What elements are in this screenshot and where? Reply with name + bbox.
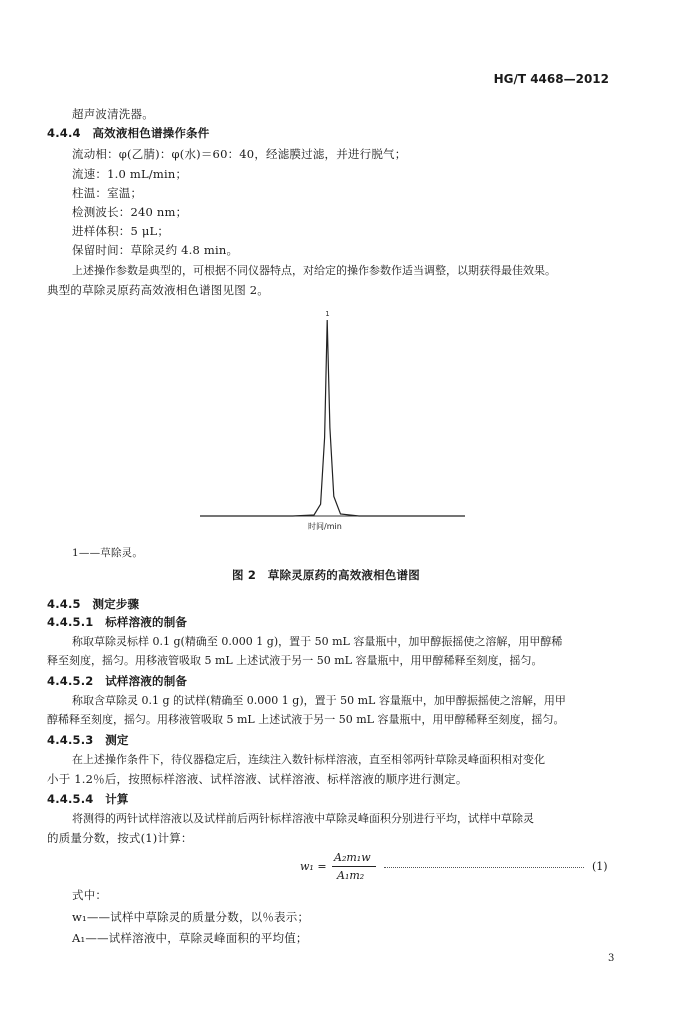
text-line: 柱温：室温；: [72, 186, 143, 200]
x-axis-label: 时间/min: [308, 522, 342, 530]
figure-legend: 1——草除灵。: [72, 547, 144, 559]
text-line: 保留时间：草除灵约 4.8 min。: [72, 243, 239, 257]
text-line: 释至刻度，摇匀。用移液管吸取 5 mL 上述试液于另一 50 mL 容量瓶中，用甲醇稀释至刻度，摇匀。: [47, 654, 543, 667]
fraction-bar: [332, 866, 376, 867]
text-line: 典型的草除灵原药高效液相色谱图见图 2。: [47, 283, 269, 297]
text-line: 检测波长：240 nm；: [72, 205, 188, 219]
text-line: 称取含草除灵 0.1 g 的试样(精确至 0.000 1 g)，置于 50 mL 容量瓶中，加甲醇振摇使之溶解，用甲: [72, 694, 566, 707]
formula-lhs: w₁ =: [300, 860, 327, 873]
standard-code: HG/T 4468—2012: [493, 72, 609, 86]
equation-number: (1): [592, 860, 608, 873]
section-heading: 4.4.5.1 标样溶液的制备: [47, 615, 188, 629]
text-line: 将测得的两针试样溶液以及试样前后两针标样溶液中草除灵峰面积分别进行平均，试样中草除灵: [72, 812, 534, 825]
text-line: 流动相：φ(乙腈)：φ(水)＝60：40，经滤膜过滤，并进行脱气；: [72, 147, 407, 161]
text-line: 醇稀释至刻度，摇匀。用移液管吸取 5 mL 上述试液于另一 50 mL 容量瓶中，用甲醇稀释至刻度，摇匀。: [47, 713, 565, 726]
text-line: 超声波清洗器。: [72, 107, 154, 121]
page-number: 3: [608, 953, 615, 964]
formula-leader-dots: [384, 867, 584, 868]
chromatogram-chart: [195, 305, 485, 530]
text-line: 的质量分数，按式(1)计算：: [47, 831, 193, 845]
peak-label: 1: [325, 310, 330, 318]
text-line: 小于 1.2％后，按照标样溶液、试样溶液、试样溶液、标样溶液的顺序进行测定。: [47, 772, 468, 786]
section-heading: 4.4.4 高效液相色谱操作条件: [47, 126, 210, 140]
figure-caption: 图 2 草除灵原药的高效液相色谱图: [232, 568, 420, 582]
series-line: [200, 320, 465, 516]
section-heading: 4.4.5.3 测定: [47, 733, 129, 747]
formula-numerator: A₂m₁w: [334, 851, 371, 864]
text-line: 上述操作参数是典型的，可根据不同仪器特点，对给定的操作参数作适当调整，以期获得最佳效果。: [72, 264, 556, 277]
definition-line: A₁——试样溶液中，草除灵峰面积的平均值；: [72, 931, 308, 945]
text-line: 在上述操作条件下，待仪器稳定后，连续注入数针标样溶液，直至相邻两针草除灵峰面积相对变化: [72, 753, 545, 766]
section-heading: 4.4.5.4 计算: [47, 792, 129, 806]
formula-denominator: A₁m₂: [337, 869, 365, 882]
definition-line: w₁——试样中草除灵的质量分数，以％表示；: [72, 910, 310, 924]
text-line: 进样体积：5 μL；: [72, 224, 170, 238]
section-heading: 4.4.5 测定步骤: [47, 597, 140, 611]
formula: [300, 848, 630, 886]
text-line: 式中：: [72, 888, 108, 902]
text-line: 称取草除灵标样 0.1 g(精确至 0.000 1 g)，置于 50 mL 容量瓶中，加甲醇振摇使之溶解，用甲醇稀: [72, 635, 563, 648]
section-heading: 4.4.5.2 试样溶液的制备: [47, 674, 188, 688]
text-line: 流速：1.0 mL/min；: [72, 167, 188, 181]
